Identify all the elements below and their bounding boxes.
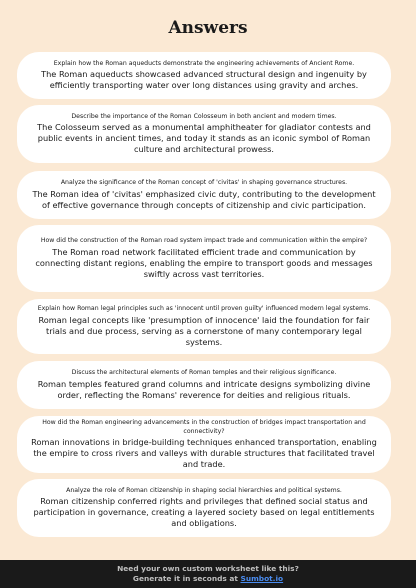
footer-prefix: Generate it in seconds at	[132, 574, 241, 583]
answer-text: The Roman aqueducts showcased advanced structural design and ingenuity by efficiently transporting water over long distances using gravity and arches.	[41, 69, 367, 91]
answer-text: Roman citizenship conferred rights and privileges that defined social status and participation in governance, creating a layered society based on legal entitlements and obligations.	[33, 496, 375, 529]
question-text: Explain how Roman legal principles such as 'innocent until proven guilty' influenced modern legal systems.	[37, 305, 371, 313]
question-text: Analyze the role of Roman citizenship in shaping social hierarchies and political systems.	[66, 486, 342, 494]
answer-card	[17, 479, 391, 537]
answer-card	[17, 52, 391, 99]
answer-text: Roman temples featured grand columns and intricate designs symbolizing divine order, reflecting the Romans' reverence for deities and religious rituals.	[37, 378, 371, 400]
answer-text: The Roman road network facilitated efficient trade and communication by connecting distant regions, enabling the empire to transport goods and messages swiftly across vast territories.	[35, 246, 373, 279]
answer-card	[17, 361, 391, 409]
question-text: Analyze the significance of the Roman concept of 'civitas' in shaping governance structures.	[60, 179, 348, 187]
footer-line-2	[0, 574, 416, 584]
page-title: Answers	[168, 18, 248, 38]
answer-card	[17, 299, 391, 354]
question-text: How did the construction of the Roman road system impact trade and communication within the empire?	[40, 237, 368, 245]
footer-banner	[0, 560, 416, 588]
answer-text: The Colosseum served as a monumental amphitheater for gladiator contests and public events in ancient times, and today it stands as an iconic symbol of Roman culture and architectural prowess.	[37, 122, 371, 155]
footer-line-1: Need your own custom worksheet like this?	[117, 564, 299, 573]
question-text: Describe the importance of the Roman Colosseum in both ancient and modern times.	[71, 112, 337, 120]
answer-text: Roman innovations in bridge-building techniques enhanced transportation, enabling the empire to cross rivers and valleys with durable structures that facilitated travel and trade.	[31, 436, 377, 469]
question-text: How did the Roman engineering advancements in the construction of bridges impact transportation and connectivity?	[42, 419, 366, 435]
question-text: Discuss the architectural elements of Roman temples and their religious significance.	[71, 369, 337, 377]
answer-card	[17, 105, 391, 163]
answer-text: Roman legal concepts like 'presumption of innocence' laid the foundation for fair trials and due process, serving as a cornerstone of many contemporary legal systems.	[38, 314, 370, 347]
sumbot-link[interactable]: Sumbot.io	[240, 574, 284, 583]
answer-card	[17, 225, 391, 292]
answer-card	[17, 416, 391, 473]
answer-text: The Roman idea of 'civitas' emphasized civic duty, contributing to the development of effective governance through concepts of citizenship and civic participation.	[32, 188, 376, 210]
question-text: Explain how the Roman aqueducts demonstrate the engineering achievements of Ancient Rome.	[53, 59, 355, 67]
answer-card	[17, 171, 391, 219]
